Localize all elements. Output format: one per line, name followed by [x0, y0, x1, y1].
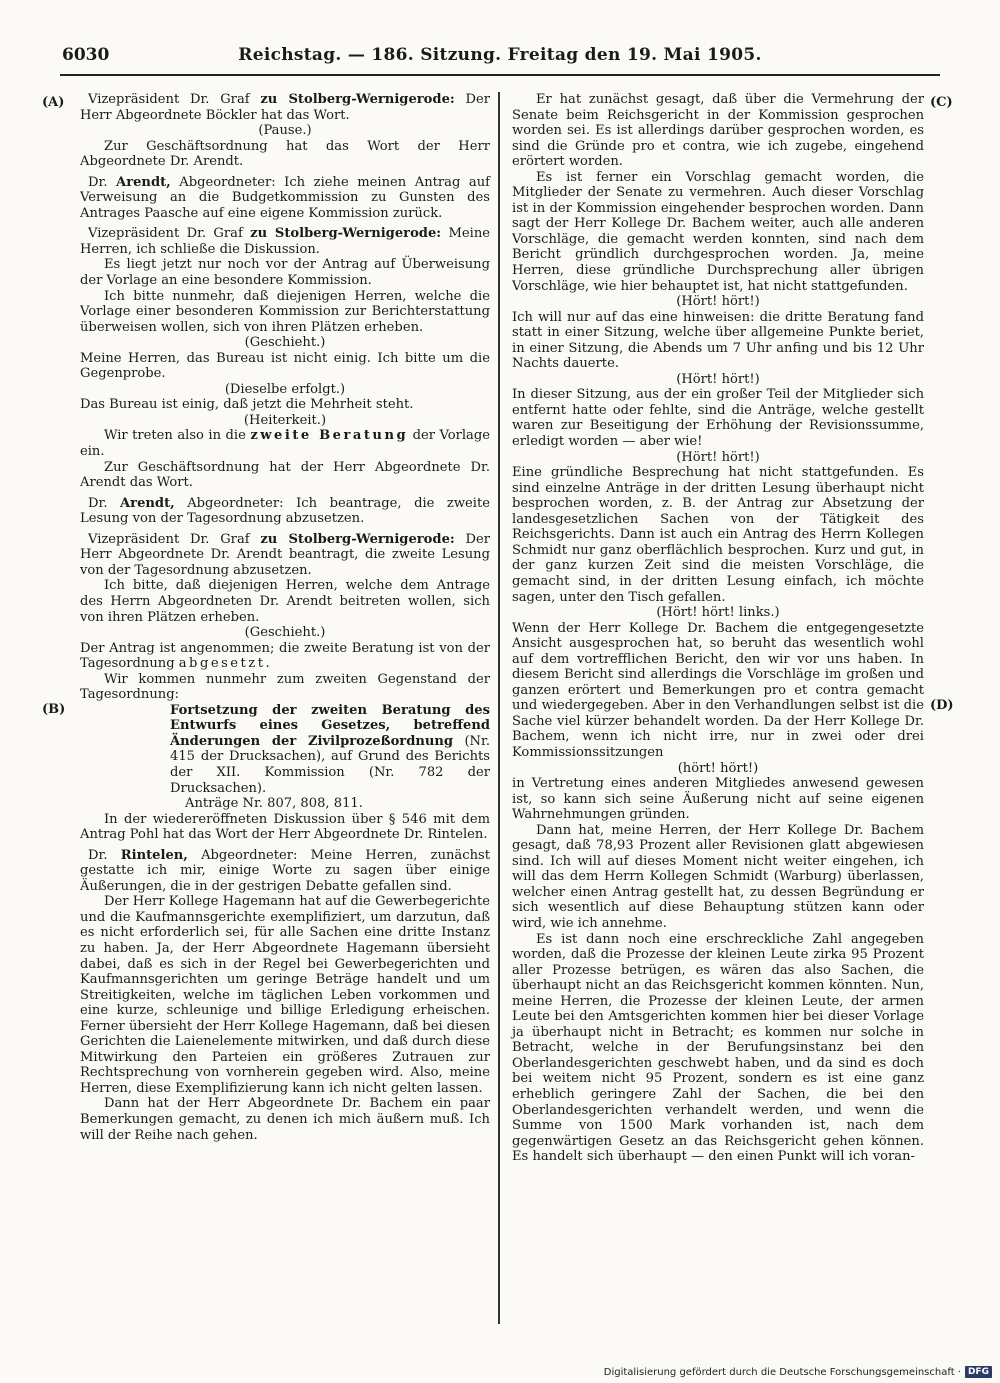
header-rule	[60, 74, 940, 76]
paragraph: Eine gründliche Besprechung hat nicht stattgefunden. Es sind einzelne Anträge in der dritten Lesung überhaupt nicht besprochen worden, z. B. der Antrag zur Absetzung der landesgesetzlichen Sachen von der Tätigkeit des Reichsgerichts. Dann ist auch ein Antrag des Herrn Kollegen Schmidt nur ganz oberflächlich besprochen. Kurz und gut, in der ganz kurzen Zeit sind die meisten Vorschläge, die gemacht sind, in der dritten Lesung einfach, ich möchte sagen, unter den Tisch gefallen.	[512, 465, 924, 605]
stage-direction: (Hört! hört!)	[676, 294, 760, 310]
paragraph: Der Antrag ist angenommen; die zweite Beratung ist von der Tagesordnung abgesetzt.	[80, 640, 490, 672]
right-column	[512, 92, 924, 1165]
stage-direction: (Geschieht.)	[244, 625, 326, 641]
paragraph: In der wiedereröffneten Diskussion über § 546 mit dem Antrag Pohl hat das Wort der Herr Abgeordnete Dr. Rintelen.	[80, 811, 490, 843]
paragraph: Vizepräsident Dr. Graf zu Stolberg-Wernigerode: Der Herr Abgeordnete Böckler hat das Wort.	[80, 92, 490, 123]
stage-direction: (Heiterkeit.)	[243, 412, 327, 428]
dfg-logo: DFG	[965, 1366, 992, 1378]
paragraph: Vizepräsident Dr. Graf zu Stolberg-Wernigerode: Meine Herren, ich schließe die Diskussion.	[80, 226, 490, 257]
paragraph: Dr. Arendt, Abgeordneter: Ich beantrage, die zweite Lesung von der Tagesordnung abzusetzen.	[80, 495, 490, 527]
paragraph: Wir treten also in die zweite Beratung der Vorlage ein.	[80, 428, 490, 460]
paragraph: Dann hat, meine Herren, der Herr Kollege Dr. Bachem gesagt, daß 78,93 Prozent aller Revisionen glatt abgewiesen sind. Ich will auf dieses Moment nicht weiter eingehen, ich will das dem Herrn Kollegen Schmidt (Warburg) überlassen, welcher einen Antrag gestellt hat, zu dessen Begründung er sich wesentlich auf diese Behauptung stützen kann oder wird, wie ich annehme.	[512, 822, 924, 931]
stage-direction: (hört! hört!)	[677, 760, 759, 776]
paragraph: Es ist ferner ein Vorschlag gemacht worden, die Mitglieder der Senate zu vermehren. Auch dieser Vorschlag ist in der Kommission eingehender besprochen worden. Dann sagt der Herr Kollege Dr. Bachem weiter, auch alle anderen Vorschläge, die gemacht werden konnten, sind nach dem Bericht gründlich durchgesprochen worden. Ja, meine Herren, diese gründliche Durchsprechung aller übrigen Vorschläge, wie hier behauptet ist, hat nicht stattgefunden.	[512, 169, 924, 294]
digitization-credit	[604, 1366, 992, 1378]
paragraph: Ich bitte, daß diejenigen Herren, welche dem Antrage des Herrn Abgeordneten Dr. Arendt beitreten wollen, sich von ihren Plätzen erheben.	[80, 578, 490, 625]
paragraph: Das Bureau ist einig, daß jetzt die Mehrheit steht.	[80, 397, 414, 413]
stage-direction: (Geschieht.)	[244, 335, 326, 351]
paragraph: In dieser Sitzung, aus der ein großer Teil der Mitglieder sich entfernt hatte oder fehlte, sind die Anträge, welche gestellt waren zur Beseitigung der Erhöhung der Revisionssumme, erledigt worden — aber wie!	[512, 387, 924, 450]
credit-text: Digitalisierung gefördert durch die Deutsche Forschungsgemeinschaft ·	[603, 1366, 961, 1378]
margin-marker-b: (B)	[42, 702, 66, 717]
paragraph: Ich will nur auf das eine hinweisen: die dritte Beratung fand statt in einer Sitzung, welche über allgemeine Punkte beriet, in einer Sitzung, die Abends um 7 Uhr anfing und bis 12 Uhr Nachts dauerte.	[512, 309, 924, 372]
margin-marker-c: (C)	[930, 95, 953, 110]
paragraph: Meine Herren, das Bureau ist nicht einig. Ich bitte um die Gegenprobe.	[80, 350, 490, 382]
agenda-motions: Anträge Nr. 807, 808, 811.	[185, 796, 363, 812]
paragraph: Wir kommen nunmehr zum zweiten Gegenstand der Tagesordnung:	[80, 671, 490, 703]
margin-marker-d: (D)	[930, 698, 954, 713]
paragraph: Es ist dann noch eine erschreckliche Zahl angegeben worden, daß die Prozesse der kleinen Leute zirka 95 Prozent aller Prozesse betrügen, es wären das also Sachen, die überhaupt nicht an das Reichsgericht kommen könnten. Nun, meine Herren, die Prozesse der kleinen Leute, der armen Leute bei den Amtsgerichten kommen hier bei dieser Vorlage ja überhaupt nicht in Betracht; es kommen nur solche in Betracht, welche in der Berufungsinstanz bei den Oberlandesgerichten geschwebt haben, und da sind es doch bei weitem nicht 95 Prozent, sondern es ist eine ganz erheblich geringere Zahl der Sachen, die bei den Oberlandesgerichten verhandelt werden, und wenn die Summe von 1500 Mark vorhanden ist, nach dem gegenwärtigen Gesetz an das Reichsgericht gehen können. Es handelt sich überhaupt — den einen Punkt will ich voran-	[512, 931, 924, 1165]
paragraph: Dr. Rintelen, Abgeordneter: Meine Herren, zunächst gestatte ich mir, einige Worte zu sagen über einige Äußerungen, die in der gestrigen Debatte gefallen sind.	[80, 847, 490, 894]
running-title: Reichstag. — 186. Sitzung. Freitag den 19. Mai 1905.	[238, 45, 762, 65]
paragraph: Ich bitte nunmehr, daß diejenigen Herren, welche die Vorlage einer besonderen Kommission zur Berichterstattung überweisen wollen, sich von ihren Plätzen erheben.	[80, 288, 490, 335]
paragraph: Zur Geschäftsordnung hat der Herr Abgeordnete Dr. Arendt das Wort.	[80, 459, 490, 491]
stage-direction: (Hört! hört!)	[676, 449, 760, 465]
agenda-item: Fortsetzung der zweiten Beratung des Entwurfs eines Gesetzes, betreffend Änderungen der Zivilprozeßordnung (Nr. 415 der Drucksachen), auf Grund des Berichts der XII. Kommission (Nr. 782 der Drucksachen).	[170, 702, 490, 796]
stage-direction: (Dieselbe erfolgt.)	[224, 381, 346, 397]
stage-direction: (Hört! hört!)	[676, 371, 760, 387]
stage-direction: (Hört! hört! links.)	[656, 605, 780, 621]
paragraph: Dr. Arendt, Abgeordneter: Ich ziehe meinen Antrag auf Verweisung an die Budgetkommission zu Gunsten des Antrages Paasche auf eine eigene Kommission zurück.	[80, 174, 490, 221]
paragraph: Es liegt jetzt nur noch vor der Antrag auf Überweisung der Vorlage an eine besondere Kommission.	[80, 257, 490, 289]
page-header	[60, 45, 940, 75]
paragraph: in Vertretung eines anderen Mitgliedes anwesend gewesen ist, so kann sich seine Äußerung nicht auf seine eigenen Wahrnehmungen gründen.	[512, 776, 924, 823]
paragraph: Wenn der Herr Kollege Dr. Bachem die entgegengesetzte Ansicht ausgesprochen hat, so beruht das wesentlich wohl auf dem vortrefflichen Bericht, den wir vor uns haben. In diesem Bericht sind allerdings die Vorschläge im großen und ganzen erörtert und Bemerkungen pro et contra gemacht und wiedergegeben. Aber in den Verhandlungen selbst ist die Sache viel kürzer behandelt worden. Da der Herr Kollege Dr. Bachem, wenn ich nicht irre, nur in zwei oder drei Kommissionssitzungen	[512, 620, 924, 760]
page-number: 6030	[62, 45, 110, 65]
paragraph: Er hat zunächst gesagt, daß über die Vermehrung der Senate beim Reichsgericht in der Kommission gesprochen worden sei. Es ist allerdings darüber gesprochen worden, es sind die Gründe pro et contra, wie ich zugebe, eingehend erörtert worden.	[512, 92, 924, 170]
left-column	[80, 92, 490, 1143]
paragraph: Zur Geschäftsordnung hat das Wort der Herr Abgeordnete Dr. Arendt.	[80, 138, 490, 170]
paragraph: Dann hat der Herr Abgeordnete Dr. Bachem ein paar Bemerkungen gemacht, zu denen ich mich äußern muß. Ich will der Reihe nach gehen.	[80, 1096, 490, 1143]
stage-direction: (Pause.)	[258, 123, 312, 139]
paragraph: Der Herr Kollege Hagemann hat auf die Gewerbegerichte und die Kaufmannsgerichte exemplifiziert, um darzutun, daß es nicht erforderlich sei, für alle Sachen eine dritte Instanz zu haben. Ja, der Herr Abgeordnete Hagemann übersieht dabei, daß es sich in der Regel bei Gewerbegerichten und Kaufmannsgerichten um geringe Beträge handelt und um Streitigkeiten, welche im täglichen Leben vorkommen und eine kurze, schleunige und billige Erledigung erheischen. Ferner übersieht der Herr Kollege Hagemann, daß bei diesen Gerichten die Laienelemente mitwirken, und daß durch diese Mitwirkung den Parteien ein größeres Zutrauen zur Rechtsprechung von vornherein gegeben wird. Also, meine Herren, diese Exemplifizierung kann ich nicht gelten lassen.	[80, 894, 491, 1096]
margin-marker-a: (A)	[42, 95, 65, 110]
column-divider	[498, 92, 500, 1324]
paragraph: Vizepräsident Dr. Graf zu Stolberg-Wernigerode: Der Herr Abgeordnete Dr. Arendt beantragt, die zweite Lesung von der Tagesordnung abzusetzen.	[80, 531, 490, 578]
